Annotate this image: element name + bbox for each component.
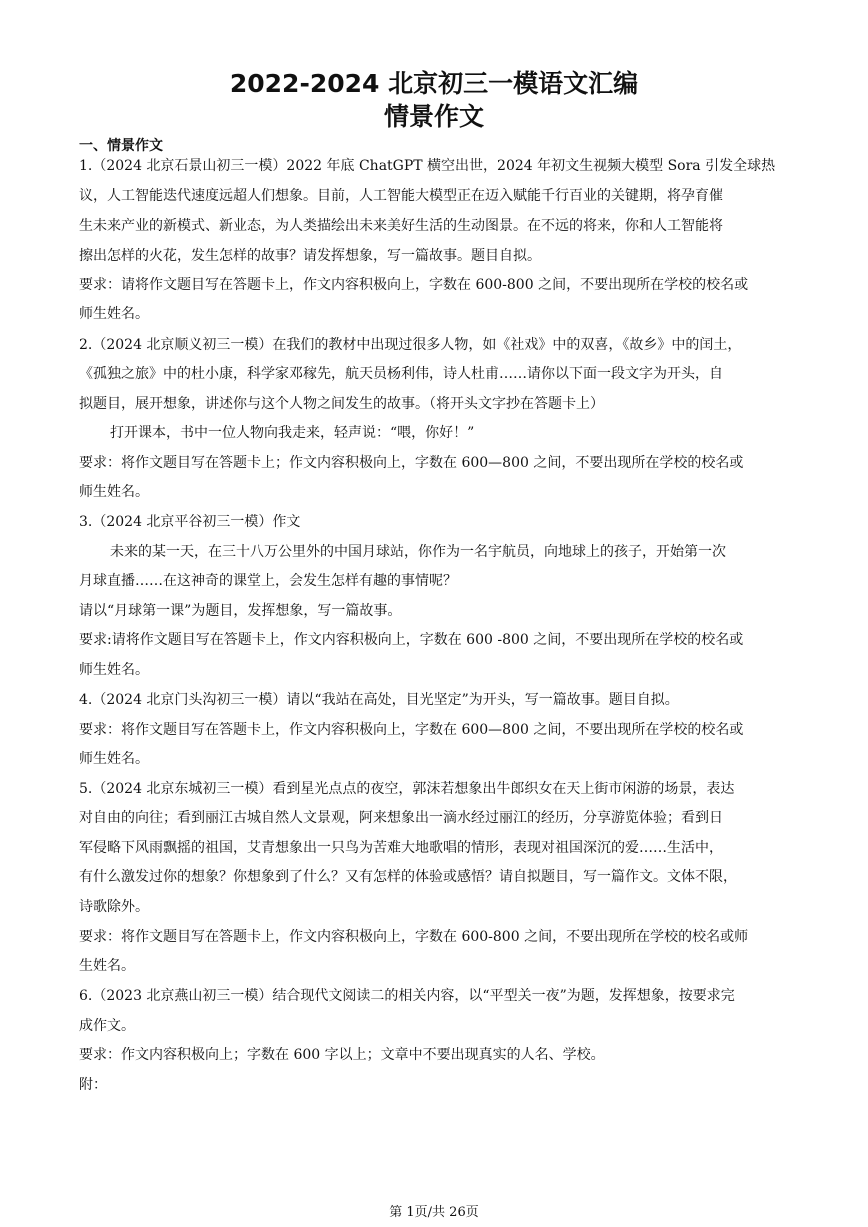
document-title: 2022-2024 北京初三一模语文汇编 (229, 69, 639, 98)
text-line: 要求：将作文题目写在答题卡上，作文内容积极向上，字数在 600—800 之间，不要出现所在学校的校名或 (79, 722, 744, 738)
text-line: 师生姓名。 (79, 484, 149, 500)
text-line: 师生姓名。 (79, 662, 149, 678)
text-line: 6.（2023 北京燕山初三一模）结合现代文阅读二的相关内容，以“平型关一夜”为题，发挥想象，按要求完 (79, 988, 735, 1004)
text-line: 师生姓名。 (79, 751, 149, 767)
text-line: 4.（2024 北京门头沟初三一模）请以“我站在高处，目光坚定”为开头，写一篇故事。题目自拟。 (79, 692, 679, 708)
text-line: 1.（2024 北京石景山初三一模）2022 年底 ChatGPT 横空出世，2024 年初文生视频大模型 Sora 引发全球热 (79, 158, 776, 174)
text-line: 诗歌除外。 (79, 899, 149, 915)
document-subtitle: 情景作文 (383, 102, 484, 131)
text-line: 擦出怎样的火花，发生怎样的故事？请发挥想象，写一篇故事。题目自拟。 (79, 248, 541, 264)
text-line: 请以“月球第一课”为题目，发挥想象，写一篇故事。 (79, 603, 402, 619)
text-line: 月球直播……在这神奇的课堂上，会发生怎样有趣的事情呢？ (79, 573, 457, 589)
text-line: 军侵略下风雨飘摇的祖国，艾青想象出一只鸟为苦难大地歌唱的情形，表现对祖国深沉的爱……生活中， (79, 840, 723, 856)
page-footer: 第 1页/共 26页 (389, 1205, 479, 1220)
text-line: 要求：作文内容积极向上；字数在 600 字以上；文章中不要出现真实的人名、学校。 (79, 1047, 605, 1063)
text-line: 要求：请将作文题目写在答题卡上，作文内容积极向上，字数在 600-800 之间，不要出现所在学校的校名或 (79, 277, 749, 293)
text-line: 生未来产业的新模式、新业态，为人类描绘出未来美好生活的生动图景。在不远的将来，你和人工智能将 (79, 218, 723, 234)
text-line: 生姓名。 (79, 958, 135, 974)
text-line: 有什么激发过你的想象？你想象到了什么？又有怎样的体验或感悟？请自拟题目，写一篇作文。文体不限， (79, 869, 737, 885)
text-line: 要求：将作文题目写在答题卡上；作文内容积极向上，字数在 600—800 之间，不要出现所在学校的校名或 (79, 455, 744, 471)
text-line: 成作文。 (79, 1018, 135, 1034)
quoted-scenario-text: 未来的某一天，在三十八万公里外的中国月球站，你作为一名宇航员，向地球上的孩子，开始第一次 (110, 544, 726, 560)
quoted-opening-text: 打开课本，书中一位人物向我走来，轻声说：“喂，你好！” (110, 425, 475, 441)
text-line: 要求:请将作文题目写在答题卡上，作文内容积极向上，字数在 600 -800 之间，不要出现所在学校的校名或 (79, 632, 744, 648)
text-line: 3.（2024 北京平谷初三一模）作文 (79, 514, 301, 530)
text-line: 5.（2024 北京东城初三一模）看到星光点点的夜空，郭沫若想象出牛郎织女在天上街市闲游的场景，表达 (79, 781, 735, 797)
text-line: 对自由的向往；看到丽江古城自然人文景观，阿来想象出一滴水经过丽江的经历，分享游览体验；看到日 (79, 810, 723, 826)
text-line: 拟题目，展开想象，讲述你与这个人物之间发生的故事。（将开头文字抄在答题卡上） (79, 396, 604, 412)
text-line: 要求：将作文题目写在答题卡上，作文内容积极向上，字数在 600-800 之间，不要出现所在学校的校名或师 (79, 929, 749, 945)
text-line: 2.（2024 北京顺义初三一模）在我们的教材中出现过很多人物，如《社戏》中的双喜，《故乡》中的闰土， (79, 337, 742, 353)
section-heading: 一、情景作文 (79, 138, 163, 154)
text-line: 附： (79, 1077, 107, 1093)
text-line: 《孤独之旅》中的杜小康，科学家邓稼先，航天员杨利伟，诗人杜甫……请你以下面一段文字为开头，自 (79, 366, 723, 382)
text-line: 师生姓名。 (79, 306, 149, 322)
text-line: 议，人工智能迭代速度远超人们想象。目前，人工智能大模型正在迈入赋能千行百业的关键期，将孕育催 (79, 188, 723, 204)
